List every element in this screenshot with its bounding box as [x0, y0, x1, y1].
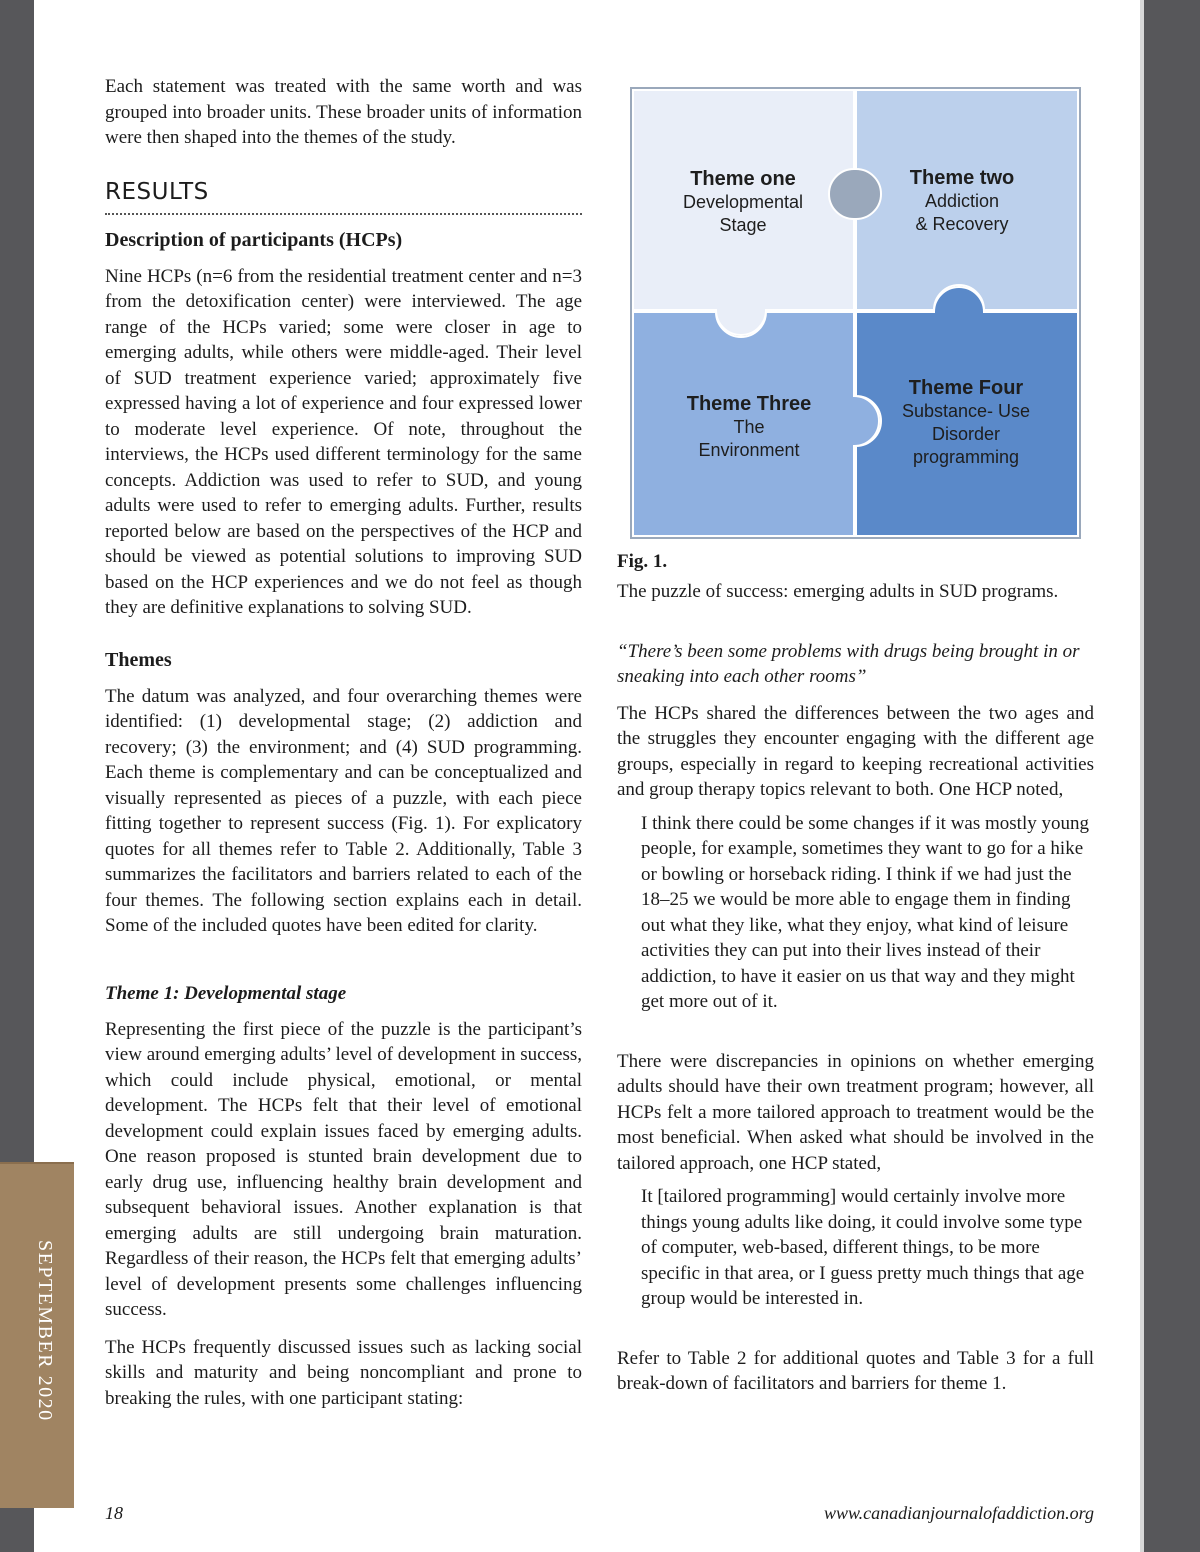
participants-paragraph: Nine HCPs (n=6 from the residential treatment center and n=3 from the detoxification center) were interviewed. The age range of the HCPs varied; some were closer in age to emerging adults, while others were middle-aged. Their level of SUD treatment experience varied; approximately five expressed having a lot of experience and four expressed lower to moderate level experience. Of note, throughout the interviews, the HCPs used different terminology for the same concepts. Addiction was used to refer to SUD, and young adults were used to refer to emerging adults. Further, results reported below are based on the perspectives of the HCP and should be viewed as potential solutions to improving SUD based on the HCP experiences and we do not feel as though they are definitive explanations to solving SUD.: [105, 265, 582, 618]
table-reference-paragraph: Refer to Table 2 for additional quotes and Table 3 for a full break-down of facilitators and barriers for theme 1.: [617, 1347, 1094, 1394]
right-border-bar: [1144, 0, 1200, 1552]
theme-one-line1: Developmental: [682, 192, 804, 212]
theme1-paragraph: Representing the first piece of the puzzle is the participant’s view around emerging adults’ level of development in success, which could include physical, emotional, or mental development. The HCPs felt that their level of emotional development could explain issues faced by emerging adults. One reason proposed is stunted brain development due to early drug use, influencing healthy brain development and subsequent behavioral issues. Another explanation is that emerging adults are still undergoing brain maturation. Regardless of their reason, the HCPs felt that emerging adults’ level of development presents some challenges influencing success.: [105, 1018, 582, 1320]
themes-paragraph: The datum was analyzed, and four overarching themes were identified: (1) developmental stage; (2) addiction and recovery; (3) the environment; and (4) SUD programming. Each theme is complementary and can be conceptualized and visually represented as pieces of a puzzle, with each piece fitting together to represent success (Fig. 1). For explicatory quotes for all themes refer to Table 2. Additionally, Table 3 summarizes the facilitators and barriers related to each of the four themes. The following section explains each in detail. Some of the included quotes have been edited for clarity.: [105, 685, 582, 936]
theme-four-line2: Disorder: [931, 424, 1001, 444]
theme-three-line1: The: [733, 417, 765, 437]
tailored-approach-paragraph: There were discrepancies in opinions on whether emerging adults should have their own treatment program; however, all HCPs felt a more tailored approach to treatment would be the most beneficial. When asked what should be involved in the tailored approach, one HCP stated,: [617, 1050, 1094, 1174]
themes-heading: Themes: [105, 648, 172, 671]
puzzle-piece-theme-one: [633, 90, 854, 335]
journal-website-link[interactable]: www.canadianjournalofaddiction.org: [823, 1503, 1094, 1523]
theme1-heading: Theme 1: Developmental stage: [105, 982, 347, 1004]
participant-quote: “There’s been some problems with drugs being brought in or sneaking into each other rooms”: [617, 640, 1080, 687]
theme-four-line3: programming: [912, 447, 1020, 467]
puzzle-figure: [617, 74, 1094, 539]
theme-one-title: Theme one: [690, 168, 796, 190]
results-heading: RESULTS: [105, 179, 582, 215]
issue-date-label: SEPTEMBER 2020: [34, 1240, 56, 1422]
theme-three-line2: Environment: [698, 440, 800, 460]
page-number: 18: [105, 1503, 123, 1523]
theme1-paragraph-2: The HCPs frequently discussed issues such as lacking social skills and maturity and being noncompliant and prone to breaking the rules, with one participant stating:: [105, 1336, 582, 1409]
participants-heading: Description of participants (HCPs): [105, 228, 403, 251]
right-column: [617, 74, 1094, 1397]
age-differences-paragraph: The HCPs shared the differences between the two ages and the struggles they encounter engaging with the different age groups, especially in regard to keeping recreational activities and group therapy topics relevant to both. One HCP noted,: [617, 702, 1094, 800]
theme-two-line1: Addiction: [924, 191, 1000, 211]
theme-four-line1: Substance- Use: [901, 401, 1031, 421]
figure-caption: The puzzle of success: emerging adults in SUD programs.: [617, 581, 1059, 602]
theme-two-title: Theme two: [909, 167, 1015, 189]
block-quote-2: It [tailored programming] would certainly involve more things young adults like doing, it could involve some type of computer, web-based, different things, to be more specific in that area, or I guess pretty much things that age group would be interested in.: [641, 1186, 1085, 1309]
block-quote-1: I think there could be some changes if it was mostly young people, for example, sometimes they want to go for a hike or bowling or horseback riding. I think if we had just the 18–25 we would be more able to engage them in finding out what they like, what they enjoy, what kind of leisure activities they can put into their lives instead of their addiction, to have it easier on us that way and they might get more out of it.: [641, 812, 1089, 1012]
theme-one-line2: Stage: [719, 215, 767, 235]
theme-four-title: Theme Four: [908, 377, 1024, 399]
theme-two-line2: & Recovery: [915, 214, 1009, 234]
intro-paragraph: Each statement was treated with the same worth and was grouped into broader units. These broader units of information were then shaped into the themes of the study.: [105, 76, 582, 148]
figure-label: Fig. 1.: [617, 551, 668, 572]
theme-three-title: Theme Three: [686, 393, 812, 415]
left-column: [105, 74, 582, 1411]
puzzle-diagram: [617, 74, 1094, 539]
